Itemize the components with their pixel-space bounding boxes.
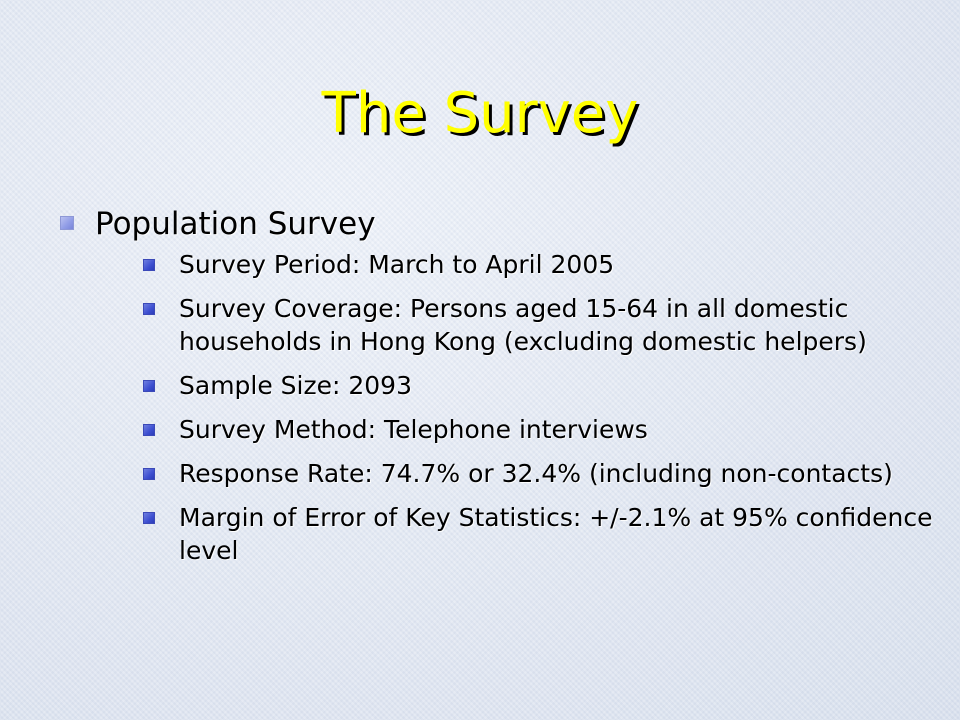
square-bullet-icon bbox=[60, 216, 74, 230]
bullet-item bbox=[60, 200, 940, 567]
sub-bullet-item bbox=[95, 413, 940, 446]
sub-bullet-text: Survey Coverage: Persons aged 15-64 in all domestic households in Hong Kong (excluding domestic helpers) bbox=[179, 294, 867, 356]
sub-bullet-item bbox=[95, 501, 940, 567]
sub-bullet-item bbox=[95, 248, 940, 281]
bullet-list bbox=[60, 200, 940, 578]
sub-bullet-text: Margin of Error of Key Statistics: +/-2.1% at 95% confidence level bbox=[179, 503, 933, 565]
sub-bullet-text: Sample Size: 2093 bbox=[179, 371, 412, 400]
sub-bullet-item bbox=[95, 457, 940, 490]
square-bullet-icon bbox=[143, 424, 155, 436]
sub-bullet-text: Survey Method: Telephone interviews bbox=[179, 415, 648, 444]
sub-bullet-text: Survey Period: March to April 2005 bbox=[179, 250, 615, 279]
bullet-text: Population Survey bbox=[95, 206, 376, 242]
sub-bullet-list bbox=[95, 248, 940, 567]
sub-bullet-item bbox=[95, 292, 940, 358]
sub-bullet-text: Response Rate: 74.7% or 32.4% (including non-contacts) bbox=[179, 459, 893, 488]
square-bullet-icon bbox=[143, 380, 155, 392]
square-bullet-icon bbox=[143, 259, 155, 271]
square-bullet-icon bbox=[143, 512, 155, 524]
sub-bullet-item bbox=[95, 369, 940, 402]
square-bullet-icon bbox=[143, 468, 155, 480]
slide-title: The Survey bbox=[321, 81, 639, 146]
square-bullet-icon bbox=[143, 303, 155, 315]
